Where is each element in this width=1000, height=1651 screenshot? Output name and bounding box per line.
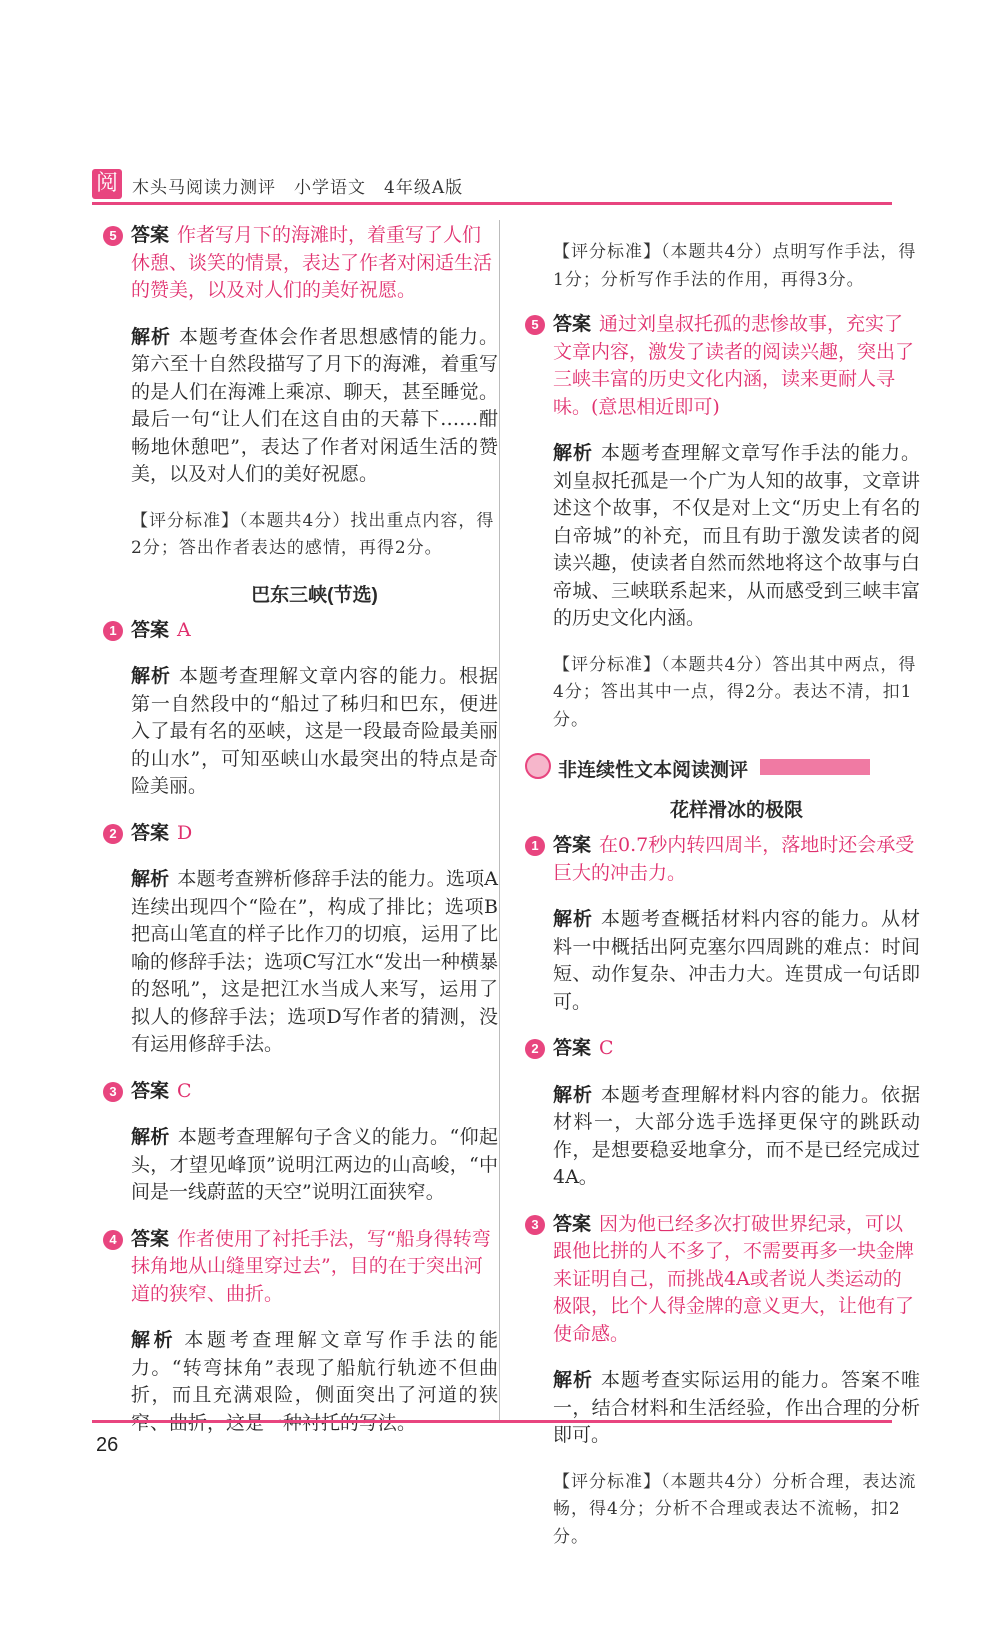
analysis-tag: 解析	[553, 909, 593, 930]
analysis-text: 本题考查理解文章写作手法的能力。刘皇叔托孤是一个广为人知的故事，文章讲述这个故事，不仅是对上文“历史上有名的白帝城”的补充，而且有助于激发读者的阅读兴趣，使读者自然而然地将这个故事与白帝城、三峡联系起来，从而感受到三峡丰富的历史文化内涵。	[553, 442, 920, 629]
section-title-badong: 巴东三峡(节选)	[251, 584, 378, 606]
answer-tag: 答案	[553, 835, 592, 856]
question-number-badge: 1	[525, 836, 545, 856]
answer-text: A	[177, 618, 191, 641]
question-2-answer	[525, 1035, 920, 1063]
left-column	[103, 222, 498, 1456]
analysis-tag: 解析	[131, 869, 170, 890]
question-number-badge: 2	[103, 824, 123, 844]
answer-tag: 答案	[131, 225, 170, 246]
answer-text: 通过刘皇叔托孤的悲惨故事，充实了文章内容，激发了读者的阅读兴趣，突出了三峡丰富的历史文化内涵，读来更耐人寻味。(意思相近即可)	[553, 313, 915, 418]
book-logo-icon: 阅	[92, 169, 122, 199]
question-number-badge: 4	[103, 1230, 123, 1250]
question-3-analysis	[103, 1124, 498, 1207]
header-divider	[92, 202, 892, 205]
question-3-answer	[103, 1078, 498, 1106]
question-number-badge: 5	[525, 315, 545, 335]
analysis-tag: 解析	[131, 1330, 177, 1351]
analysis-text: 本题考查理解文章内容的能力。根据第一自然段中的“船过了秭归和巴东，便进入了最有名的巫峡，这是一段最奇险最美丽的山水”，可知巫峡山水最突出的特点是奇险美丽。	[131, 665, 498, 797]
answer-text: 因为他已经多次打破世界纪录，可以跟他比拼的人不多了，不需要再多一块金牌来证明自己，而挑战4A或者说人类运动的极限，比个人得金牌的意义更大，让他有了使命感。	[553, 1212, 915, 1345]
question-number-badge: 2	[525, 1039, 545, 1059]
question-2-answer	[103, 820, 498, 848]
analysis-text: 本题考查理解材料内容的能力。依据材料一，大部分选手选择更保守的跳跃动作，是想要稳妥地拿分，而不是已经完成过4A。	[553, 1083, 920, 1188]
analysis-tag: 解析	[131, 1127, 170, 1148]
question-5-score-standard: 【评分标准】（本题共4分）答出其中两点，得4分；答出其中一点，得2分。表达不清，扣1分。	[553, 654, 917, 730]
answer-text: 作者写月下的海滩时，着重写了人们休憩、谈笑的情景，表达了作者对闲适生活的赞美，以及对人们的美好祝愿。	[131, 224, 493, 301]
banner-title: 非连续性文本阅读测评	[558, 760, 749, 781]
analysis-text: 本题考查辨析修辞手法的能力。选项A连续出现四个“险在”，构成了排比；选项B把高山笔直的样子比作刀的切痕，运用了比喻的修辞手法；选项C写江水“发出一种横暴的怒吼”，这是把江水当成人来写，运用了拟人的修辞手法；选项D写作者的猜测，没有运用修辞手法。	[131, 868, 498, 1055]
answer-tag: 答案	[131, 1080, 170, 1102]
answer-text: 作者使用了衬托手法，写“船身得转弯抹角地从山缝里穿过去”，目的在于突出河道的狭窄、曲折。	[131, 1227, 491, 1305]
answer-tag: 答案	[131, 1228, 170, 1250]
answer-tag: 答案	[553, 1213, 592, 1235]
answer-text: C	[599, 1037, 614, 1059]
question-1-analysis	[525, 906, 920, 1016]
answer-text: D	[177, 821, 193, 844]
analysis-text: 本题考查体会作者思想感情的能力。第六至十自然段描写了月下的海滩，着重写的是人们在海滩上乘凉、聊天，甚至睡觉。最后一句“让人们在这自由的天幕下……酣畅地休憩吧”，表达了作者对闲适生活的赞美，以及对人们的美好祝愿。	[131, 325, 498, 485]
banner-decoration	[760, 759, 870, 775]
analysis-text: 本题考查实际运用的能力。答案不唯一，结合材料和生活经验，作出合理的分析即可。	[553, 1369, 920, 1446]
answer-text: C	[177, 1079, 192, 1102]
answer-tag: 答案	[553, 1038, 592, 1059]
analysis-tag: 解析	[131, 666, 171, 687]
book-reader-icon	[525, 753, 551, 779]
answer-text: 在0.7秒内转四周半，落地时还会承受巨大的冲击力。	[553, 834, 915, 884]
question-2-analysis	[103, 866, 498, 1059]
analysis-text: 本题考查理解句子含义的能力。“仰起头，才望见峰顶”说明江两边的山高峻，“中间是一线蔚蓝的天空”说明江面狭窄。	[131, 1126, 498, 1203]
question-3-answer	[525, 1211, 920, 1349]
page-header	[92, 165, 892, 203]
section-title-skating: 花样滑冰的极限	[669, 800, 803, 821]
analysis-tag: 解析	[553, 1370, 593, 1391]
question-1-analysis	[103, 663, 498, 801]
question-5-analysis	[525, 440, 920, 633]
question-2-analysis	[525, 1082, 920, 1192]
footer-divider	[92, 1420, 892, 1423]
question-number-badge: 1	[103, 621, 123, 641]
analysis-tag: 解析	[131, 326, 171, 348]
question-number-badge: 3	[103, 1082, 123, 1102]
question-1-answer	[525, 832, 920, 887]
question-4-answer	[103, 1226, 498, 1309]
analysis-tag: 解析	[553, 443, 593, 464]
section-banner	[525, 751, 920, 783]
question-number-badge: 5	[103, 226, 123, 246]
question-1-answer	[103, 617, 498, 645]
question-5-score-standard: 【评分标准】（本题共4分）找出重点内容，得2分；答出作者表达的感情，再得2分。	[131, 510, 495, 558]
question-3-analysis	[525, 1367, 920, 1450]
page-number: 26	[96, 1434, 119, 1456]
answer-tag: 答案	[553, 314, 592, 335]
analysis-text: 本题考查概括材料内容的能力。从材料一中概括出阿克塞尔四周跳的难点：时间短、动作复杂、冲击力大。连贯成一句话即可。	[553, 908, 920, 1013]
answer-tag: 答案	[131, 822, 170, 844]
column-divider	[499, 220, 500, 1420]
question-4-score-standard: 【评分标准】（本题共4分）点明写作手法，得1分；分析写作手法的作用，再得3分。	[553, 242, 917, 290]
question-5-answer	[103, 222, 498, 305]
question-5-analysis	[103, 324, 498, 489]
analysis-tag: 解析	[553, 1084, 593, 1106]
question-3-score-standard: 【评分标准】（本题共4分）分析合理，表达流畅，得4分；分析不合理或表达不流畅，扣2分。	[553, 1471, 917, 1547]
question-number-badge: 3	[525, 1215, 545, 1235]
analysis-text: 本题考查理解文章写作手法的能力。“转弯抹角”表现了船航行轨迹不但曲折，而且充满艰险，侧面突出了河道的狭	[131, 1329, 498, 1406]
header-title: 木头马阅读力测评 小学语文 4年级A版	[132, 178, 464, 198]
right-column	[525, 222, 920, 1568]
question-5-answer	[525, 311, 920, 421]
answer-tag: 答案	[131, 619, 170, 641]
